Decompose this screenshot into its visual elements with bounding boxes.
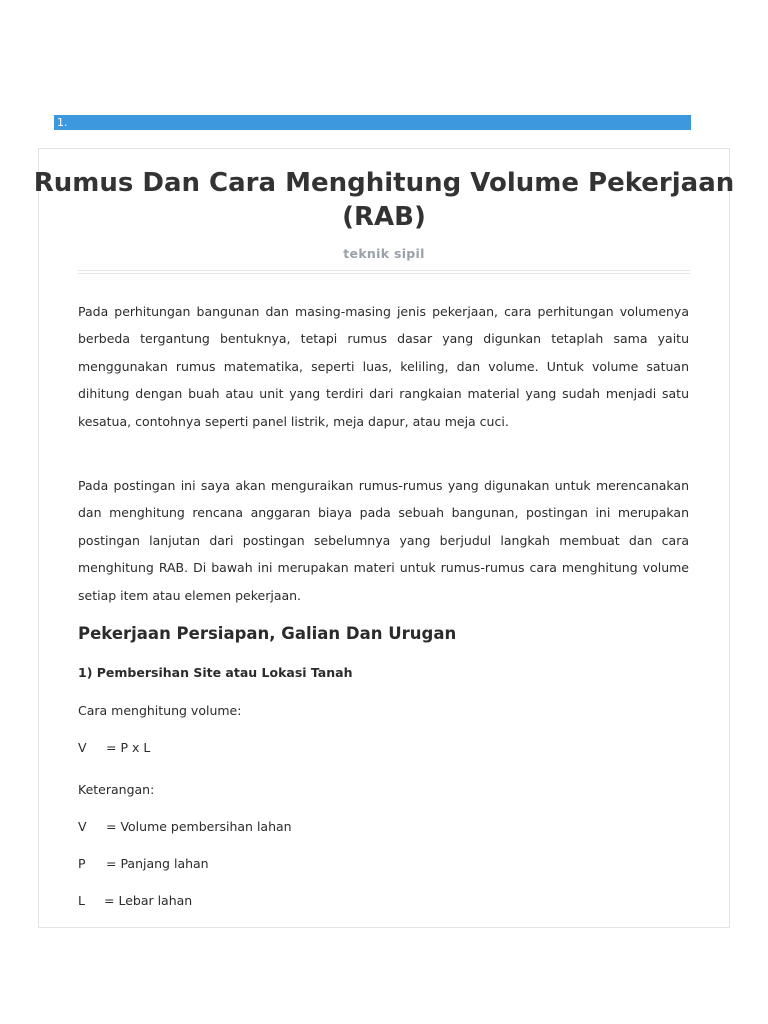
- legend-item: [78, 855, 209, 873]
- post-label-link[interactable]: teknik sipil: [343, 246, 425, 261]
- second-paragraph: Pada postingan ini saya akan menguraikan rumus-rumus yang digunakan untuk merencanakan dan menghitung rencana anggaran biaya pada sebuah bangunan, postingan ini merupakan postingan lanjutan dari postingan sebelumnya yang berjudul langkah membuat dan cara menghitung RAB. Di bawah ini merupakan materi untuk rumus-rumus cara menghitung volume setiap item atau elemen pekerjaan.: [78, 478, 689, 603]
- list-marker-bar: [54, 115, 691, 130]
- legend-symbol: P: [78, 856, 86, 871]
- legend-description: = Lebar lahan: [104, 893, 193, 908]
- formula-symbol: V: [78, 740, 87, 755]
- legend-item: [78, 818, 292, 836]
- legend-symbol: L: [78, 893, 85, 908]
- legend-symbol: V: [78, 819, 87, 834]
- list-marker: 1.: [57, 116, 68, 129]
- title-divider-secondary: [78, 273, 690, 274]
- sub-heading: 1) Pembersihan Site atau Lokasi Tanah: [78, 665, 353, 680]
- formula-line: [78, 739, 150, 757]
- legend-description: = Panjang lahan: [106, 856, 209, 871]
- formula-expression: = P x L: [106, 740, 151, 755]
- legend-item: [78, 892, 192, 910]
- intro-paragraph: Pada perhitungan bangunan dan masing-masing jenis pekerjaan, cara perhitungan volumenya berbeda tergantung bentuknya, tetapi rumus dasar yang digunkan tetaplah sama yaitu menggunakan rumus matematika, seperti luas, keliling, dan volume. Untuk volume satuan dihitung dengan buah atau unit yang terdiri dari rangkaian material yang sudah menjadi satu kesatua, contohnya seperti panel listrik, meja dapur, atau meja cuci.: [78, 304, 689, 429]
- legend-label: Keterangan:: [78, 782, 155, 797]
- legend-description: = Volume pembersihan lahan: [106, 819, 292, 834]
- section-heading: Pekerjaan Persiapan, Galian Dan Urugan: [78, 624, 457, 643]
- post-title: Rumus Dan Cara Menghitung Volume Pekerjaan (RAB): [33, 168, 735, 232]
- title-divider: [78, 270, 690, 271]
- method-label: Cara menghitung volume:: [78, 703, 242, 718]
